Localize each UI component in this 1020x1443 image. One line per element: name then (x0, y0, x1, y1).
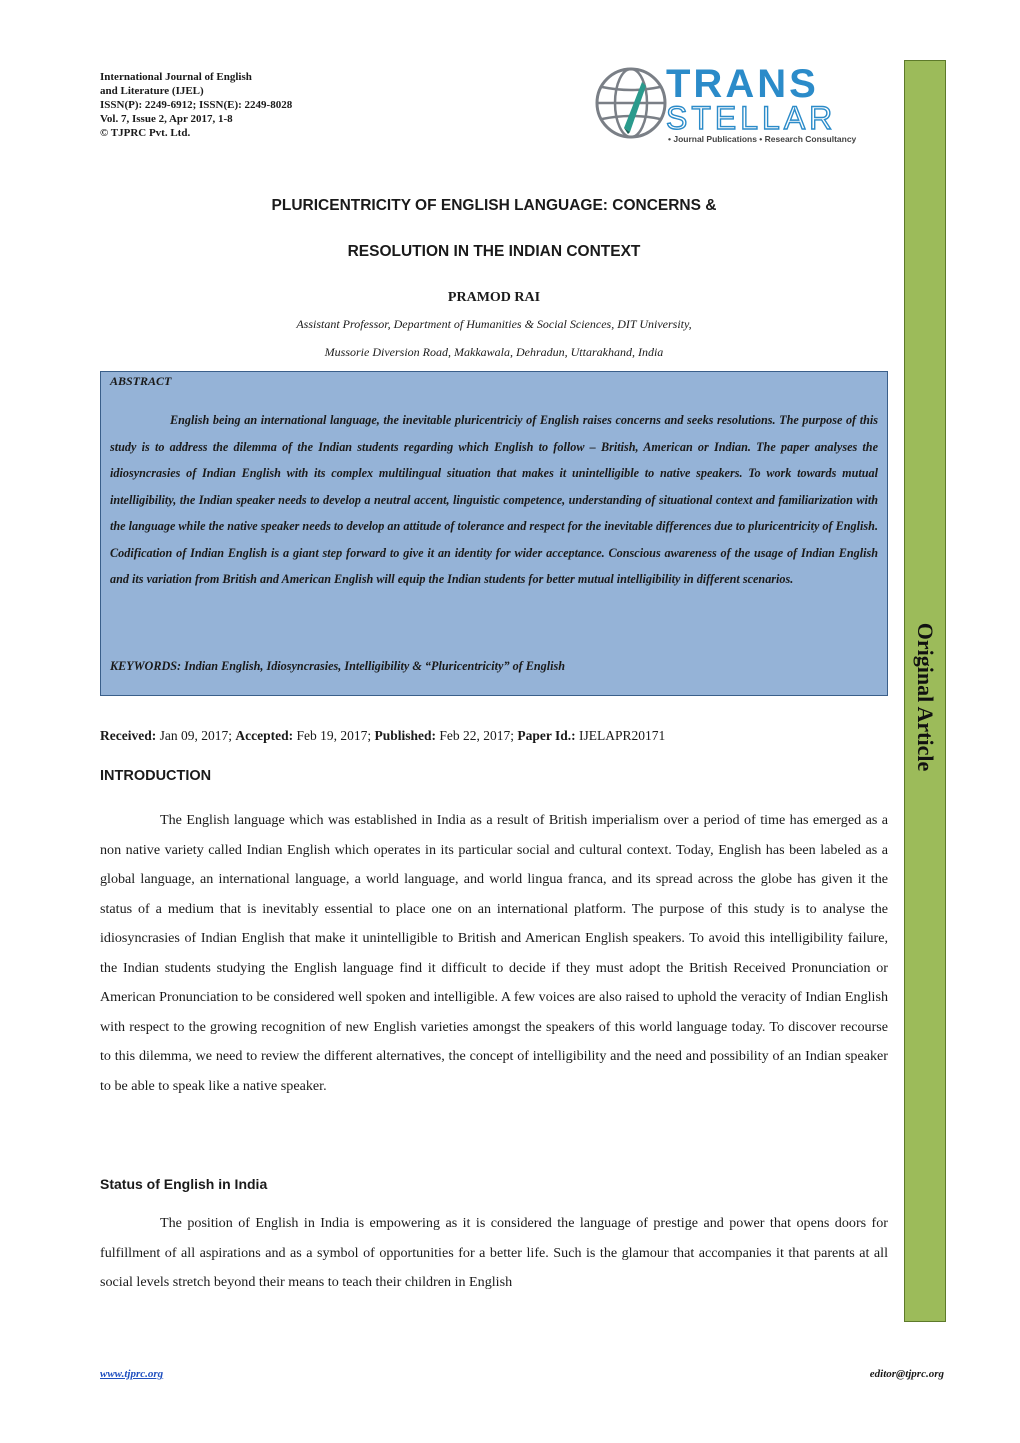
journal-line: and Literature (IJEL) (100, 85, 204, 97)
publisher-logo (590, 62, 890, 152)
received-label: Received: (100, 728, 157, 743)
introduction-heading: INTRODUCTION (100, 768, 212, 784)
logo-wordmark-top: TRANS (666, 62, 819, 106)
paper-title-line-2: RESOLUTION IN THE INDIAN CONTEXT (347, 243, 641, 260)
accepted-date: Feb 19, 2017; (296, 728, 372, 743)
keywords: KEYWORDS: Indian English, Idiosyncrasies, Intelligibility & “Pluricentricity” of English (110, 659, 566, 673)
paper-id-label: Paper Id.: (517, 728, 576, 743)
accepted-label: Accepted: (235, 728, 294, 743)
website-link[interactable]: www.tjprc.org (100, 1368, 164, 1380)
introduction-paragraph: The English language which was established in India as a result of British imperialism over a period of time has emerged as a non native variety called Indian English which operates in its particular social and cultural context. Today, English has been labeled as a global language, an international language, a world language, and world lingua franca, and its spread across the globe has given it the status of a medium that is inevitably essential to place one on an international platform. The purpose of this study is to analyse the idiosyncrasies of Indian English that make it unintelligible to British and American English speakers. To avoid this intelligibility failure, the Indian students studying the English language find it difficult to decide if they must adopt the British Received Pronunciation or American Pronunciation to be considered well spoken and intelligible. A few voices are also raised to uphold the veracity of Indian English with respect to the growing recognition of new English varieties amongst the speakers of this world language today. To discover recourse to this dilemma, we need to review the different alternatives, the concept of intelligibility and the need and possibility of an Indian speaker to be able to speak like a native speaker. (100, 812, 888, 1094)
journal-line: Vol. 7, Issue 2, Apr 2017, 1-8 (100, 113, 233, 125)
author-affiliation-line-2: Mussorie Diversion Road, Makkawala, Dehradun, Uttarakhand, India (324, 345, 664, 359)
author-affiliation-line-1: Assistant Professor, Department of Humanities & Social Sciences, DIT University, (296, 317, 692, 331)
section-heading-status: Status of English in India (100, 1176, 268, 1192)
abstract-heading: ABSTRACT (110, 374, 172, 388)
journal-line: International Journal of English (100, 71, 252, 83)
author-name: PRAMOD RAI (447, 290, 541, 305)
published-label: Published: (374, 728, 437, 743)
journal-line: ISSN(P): 2249-6912; ISSN(E): 2249-8028 (100, 99, 293, 111)
paper-title-line-1: PLURICENTRICITY OF ENGLISH LANGUAGE: CONCERNS & (271, 197, 717, 214)
logo-tagline: • Journal Publications • Research Consultancy (668, 134, 857, 144)
journal-line: © TJPRC Pvt. Ltd. (100, 127, 191, 139)
status-paragraph: The position of English in India is empowering as it is considered the language of prestige and power that opens doors for fulfillment of all aspirations and as a symbol of opportunities for a better life. Such is the glamour that accompanies it that parents at all social levels stretch beyond their means to teach their children in English (100, 1215, 888, 1290)
received-date: Jan 09, 2017; (159, 728, 232, 743)
globe-icon (590, 62, 672, 144)
abstract-text: English being an international language, the inevitable pluricentriciy of English raises concerns and seeks resolutions. The purpose of this study is to address the dilemma of the Indian students regarding which English to follow – British, American or Indian. The paper analyses the idiosyncrasies of Indian English with its complex multilingual situation that makes it unintelligible to native speakers. To work towards mutual intelligibility, the Indian speaker needs to develop a neutral accent, linguistic competence, understanding of situational context and familiarization with the language while the native speaker needs to develop an attitude of tolerance and respect for the inevitable differences due to pluricentricity of English. Codification of Indian English is a giant step forward to give it an identity for wider acceptance. Conscious awareness of the usage of Indian English and its variation from British and American English will equip the Indian students for better mutual intelligibility in different scenarios. (110, 413, 878, 586)
published-date: Feb 22, 2017; (439, 728, 515, 743)
journal-info (100, 70, 292, 140)
paper-id: IJELAPR20171 (579, 728, 666, 743)
publication-dates (100, 728, 665, 744)
logo-wordmark-bottom: STELLAR (666, 100, 837, 136)
editor-email: editor@tjprc.org (869, 1368, 944, 1380)
article-type-label: Original Article (913, 622, 938, 772)
